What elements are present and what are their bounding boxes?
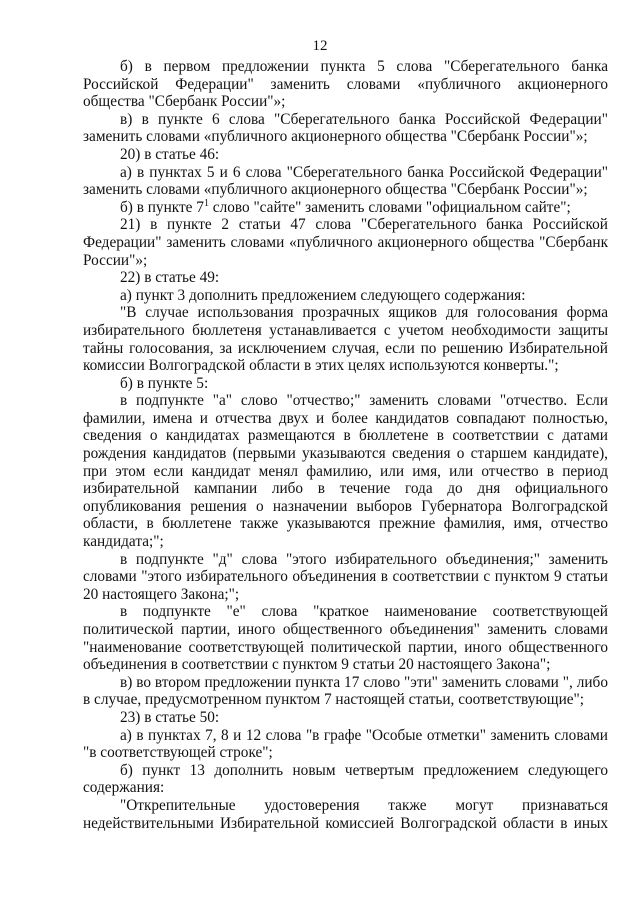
paragraph: в) в пункте 6 слова "Сберегательного банка Российской Федерации" заменить словами «публичного акционерного общества "Сбербанк России"»; [83, 110, 608, 146]
superscript: 1 [203, 197, 209, 209]
paragraph: в подпункте "е" слова "краткое наименование соответствующей политической партии, иного общественного объединения" заменить словами "наименование соответствующей политической партии, иного общественного объединения в соответствии с пунктом 9 статьи 20 настоящего Закона"; [83, 603, 608, 674]
paragraph: а) в пунктах 5 и 6 слова "Сберегательного банка Российской Федерации" заменить словами «публичного акционерного общества "Сбербанк России"»; [83, 163, 608, 199]
paragraph-text: б) в пункте 7 [120, 198, 204, 216]
paragraph: "Открепительные удостоверения также могут признаваться недействительными Избирательной комиссией Волгоградской области в иных [83, 796, 608, 832]
paragraph: в) во втором предложении пункта 17 слово "эти" заменить словами ", либо в случае, предусмотренном пунктом 7 настоящей статьи, соответствующие"; [83, 673, 608, 709]
paragraph: б) в пункте 5: [120, 374, 209, 392]
paragraph: "В случае использования прозрачных ящиков для голосования форма избирательного бюллетеня устанавливается с учетом необходимости защиты тайны голосования, за исключением случая, если по решению Избирательной комиссии Волгоградской области в этих целях используются конверты."; [83, 304, 608, 375]
paragraph: 22) в статье 49: [120, 269, 220, 287]
page-number: 12 [312, 38, 328, 54]
paragraph: 21) в пункте 2 статьи 47 слова "Сберегательного банка Российской Федерации" заменить словами «публичного акционерного общества "Сбербанк России"»; [83, 216, 608, 269]
paragraph: 20) в статье 46: [120, 145, 220, 163]
paragraph: 23) в статье 50: [120, 708, 220, 726]
paragraph: а) в пунктах 7, 8 и 12 слова "в графе "Особые отметки" заменить словами "в соответствующей строке"; [83, 726, 608, 762]
paragraph [83, 199, 608, 217]
paragraph: б) в первом предложении пункта 5 слова "Сберегательного банка Российской Федерации" заменить словами «публичного акционерного общества "Сбербанк России"»; [83, 58, 608, 111]
paragraph: в подпункте "а" слово "отчество;" заменить словами "отчество. Если фамилии, имена и отчества двух и более кандидатов совпадают полностью, сведения о кандидатах размещаются в бюллетене в соответствии с датами рождения кандидатов (первыми указываются сведения о старшем кандидате), при этом если кандидат менял фамилию, или имя, или отчество в период избирательной кампании либо в течение года до дня официального опубликования решения о назначении выборов Губернатора Волгоградской области, в бюллетене также указываются прежние фамилия, имя, отчество кандидата;"; [83, 392, 608, 551]
paragraph: б) пункт 13 дополнить новым четвертым предложением следующего содержания: [83, 761, 608, 797]
document-body [83, 58, 608, 832]
paragraph-text: слово "сайте" заменить словами "официальном сайте"; [208, 198, 571, 216]
paragraph: в подпункте "д" слова "этого избирательного объединения;" заменить словами "этого избирательного объединения в соответствии с пунктом 9 статьи 20 настоящего Закона;"; [83, 550, 608, 603]
paragraph: а) пункт 3 дополнить предложением следующего содержания: [120, 286, 526, 304]
